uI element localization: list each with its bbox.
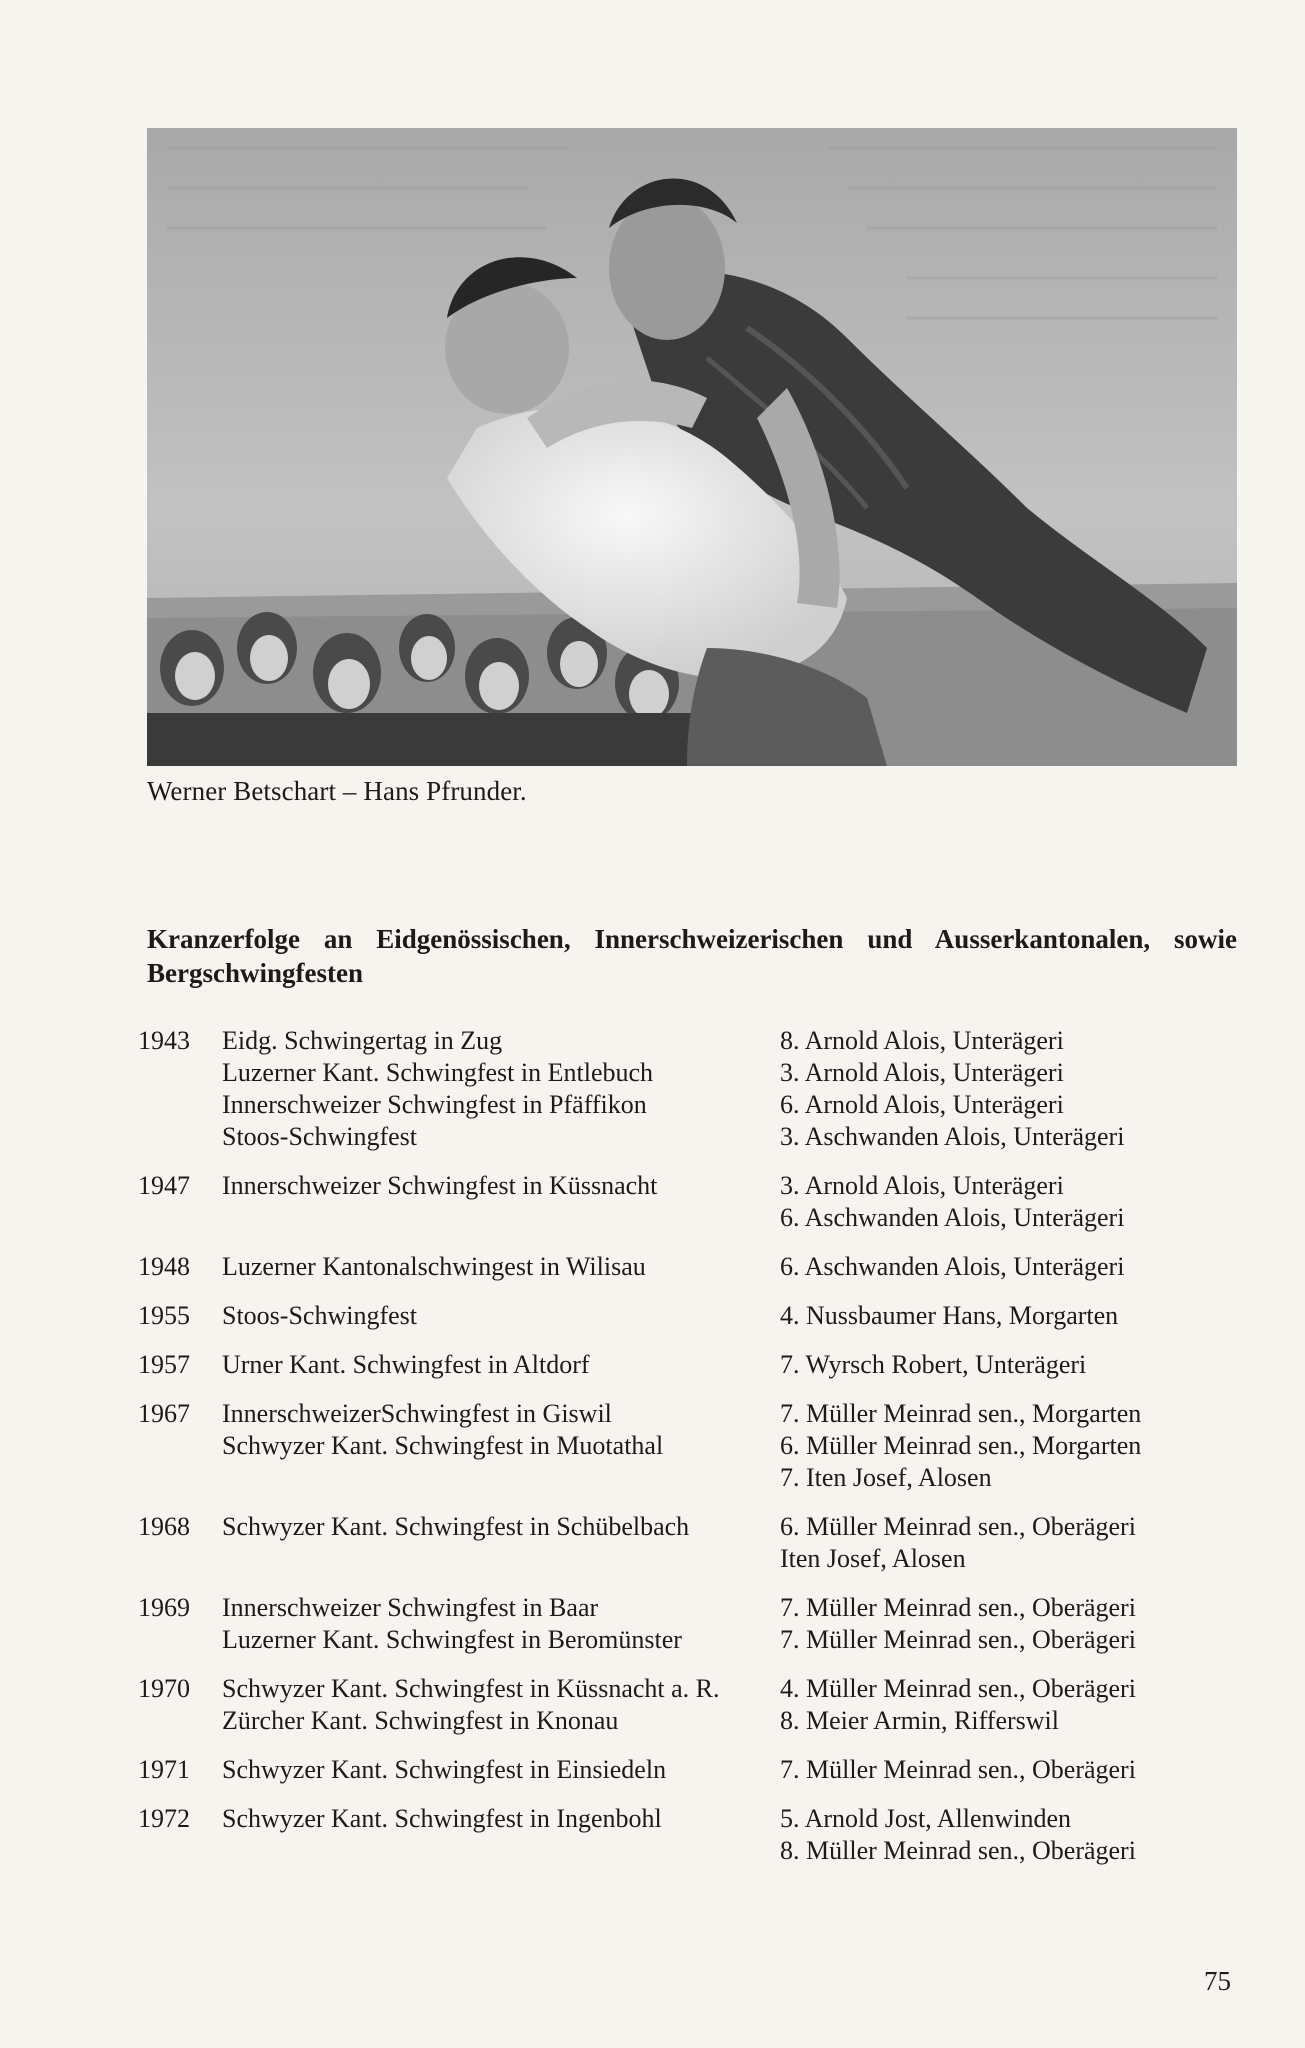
- result-line: [0, 1202, 1305, 1234]
- entry-year: 1948: [138, 1252, 190, 1281]
- event-name: Schwyzer Kant. Schwingfest in Muotathal: [222, 1431, 664, 1460]
- ranking-result: 8. Arnold Alois, Unterägeri: [780, 1026, 1064, 1055]
- ranking-result: 4. Nussbaumer Hans, Morgarten: [780, 1301, 1119, 1330]
- ranking-result: 3. Aschwanden Alois, Unterägeri: [780, 1122, 1125, 1151]
- result-line: [0, 1057, 1305, 1089]
- result-line: [0, 1543, 1305, 1575]
- result-entry: [0, 1170, 1305, 1234]
- event-name: Innerschweizer Schwingfest in Baar: [222, 1593, 599, 1622]
- result-entry: [0, 1803, 1305, 1867]
- ranking-result: 6. Müller Meinrad sen., Oberägeri: [780, 1512, 1136, 1541]
- event-name: Schwyzer Kant. Schwingfest in Küssnacht a. R.: [222, 1674, 720, 1703]
- result-line: [0, 1430, 1305, 1462]
- event-name: Luzerner Kant. Schwingfest in Beromünster: [222, 1625, 682, 1654]
- ranking-result: 7. Iten Josef, Alosen: [780, 1463, 992, 1492]
- ranking-result: 6. Aschwanden Alois, Unterägeri: [780, 1252, 1125, 1281]
- event-name: Schwyzer Kant. Schwingfest in Schübelbach: [222, 1512, 690, 1541]
- result-line: [0, 1349, 1305, 1381]
- event-name: Urner Kant. Schwingfest in Altdorf: [222, 1350, 590, 1379]
- ranking-result: 7. Müller Meinrad sen., Oberägeri: [780, 1755, 1136, 1784]
- event-name: Schwyzer Kant. Schwingfest in Ingenbohl: [222, 1804, 662, 1833]
- photo-caption: Werner Betschart – Hans Pfrunder.: [147, 776, 527, 806]
- event-name: Luzerner Kant. Schwingfest in Entlebuch: [222, 1058, 654, 1087]
- entry-year: 1957: [138, 1350, 190, 1379]
- result-line: [0, 1251, 1305, 1283]
- result-line: [0, 1121, 1305, 1153]
- ranking-result: 8. Meier Armin, Rifferswil: [780, 1706, 1059, 1735]
- result-line: [0, 1673, 1305, 1705]
- ranking-result: 8. Müller Meinrad sen., Oberägeri: [780, 1836, 1136, 1865]
- result-line: [0, 1170, 1305, 1202]
- event-name: Zürcher Kant. Schwingfest in Knonau: [222, 1706, 619, 1735]
- result-line: [0, 1803, 1305, 1835]
- page-number: 75: [1204, 1966, 1231, 1996]
- entry-year: 1955: [138, 1301, 190, 1330]
- event-name: InnerschweizerSchwingfest in Giswil: [222, 1399, 612, 1428]
- result-line: [0, 1089, 1305, 1121]
- result-line: [0, 1835, 1305, 1867]
- event-name: Innerschweizer Schwingfest in Pfäffikon: [222, 1090, 647, 1119]
- result-line: [0, 1624, 1305, 1656]
- entry-year: 1967: [138, 1399, 190, 1428]
- result-line: [0, 1592, 1305, 1624]
- entry-year: 1943: [138, 1026, 190, 1055]
- ranking-result: 7. Wyrsch Robert, Unterägeri: [780, 1350, 1087, 1379]
- section-heading: Kranzerfolge an Eidgenössischen, Innerschweizerischen und Ausserkantonalen, sowie Bergschwingfesten: [147, 924, 1237, 988]
- ranking-result: 6. Müller Meinrad sen., Morgarten: [780, 1431, 1142, 1460]
- result-line: [0, 1025, 1305, 1057]
- result-entry: [0, 1592, 1305, 1656]
- result-line: [0, 1705, 1305, 1737]
- wrestling-photo: [147, 128, 1237, 766]
- result-line: [0, 1754, 1305, 1786]
- ranking-result: 3. Arnold Alois, Unterägeri: [780, 1171, 1064, 1200]
- result-line: [0, 1398, 1305, 1430]
- entry-year: 1969: [138, 1593, 190, 1622]
- event-name: Innerschweizer Schwingfest in Küssnacht: [222, 1171, 658, 1200]
- ranking-result: Iten Josef, Alosen: [780, 1544, 966, 1573]
- event-name: Stoos-Schwingfest: [222, 1301, 417, 1330]
- entry-year: 1947: [138, 1171, 190, 1200]
- ranking-result: 4. Müller Meinrad sen., Oberägeri: [780, 1674, 1136, 1703]
- entry-year: 1968: [138, 1512, 190, 1541]
- event-name: Schwyzer Kant. Schwingfest in Einsiedeln: [222, 1755, 667, 1784]
- result-entry: [0, 1251, 1305, 1283]
- result-line: [0, 1511, 1305, 1543]
- entry-year: 1971: [138, 1755, 190, 1784]
- result-entry: [0, 1398, 1305, 1494]
- entry-year: 1972: [138, 1804, 190, 1833]
- result-entry: [0, 1673, 1305, 1737]
- result-entry: [0, 1025, 1305, 1153]
- event-name: Luzerner Kantonalschwingest in Wilisau: [222, 1252, 646, 1281]
- event-name: Eidg. Schwingertag in Zug: [222, 1026, 503, 1055]
- result-entry: [0, 1300, 1305, 1332]
- result-entry: [0, 1349, 1305, 1381]
- results-list: [0, 1025, 1305, 1884]
- ranking-result: 3. Arnold Alois, Unterägeri: [780, 1058, 1064, 1087]
- event-name: Stoos-Schwingfest: [222, 1122, 417, 1151]
- result-entry: [0, 1754, 1305, 1786]
- wrestling-photo-illustration: [147, 128, 1237, 766]
- result-entry: [0, 1511, 1305, 1575]
- ranking-result: 5. Arnold Jost, Allenwinden: [780, 1804, 1072, 1833]
- ranking-result: 6. Arnold Alois, Unterägeri: [780, 1090, 1064, 1119]
- result-line: [0, 1462, 1305, 1494]
- entry-year: 1970: [138, 1674, 190, 1703]
- ranking-result: 7. Müller Meinrad sen., Oberägeri: [780, 1593, 1136, 1622]
- ranking-result: 7. Müller Meinrad sen., Morgarten: [780, 1399, 1142, 1428]
- result-line: [0, 1300, 1305, 1332]
- ranking-result: 6. Aschwanden Alois, Unterägeri: [780, 1203, 1125, 1232]
- ranking-result: 7. Müller Meinrad sen., Oberägeri: [780, 1625, 1136, 1654]
